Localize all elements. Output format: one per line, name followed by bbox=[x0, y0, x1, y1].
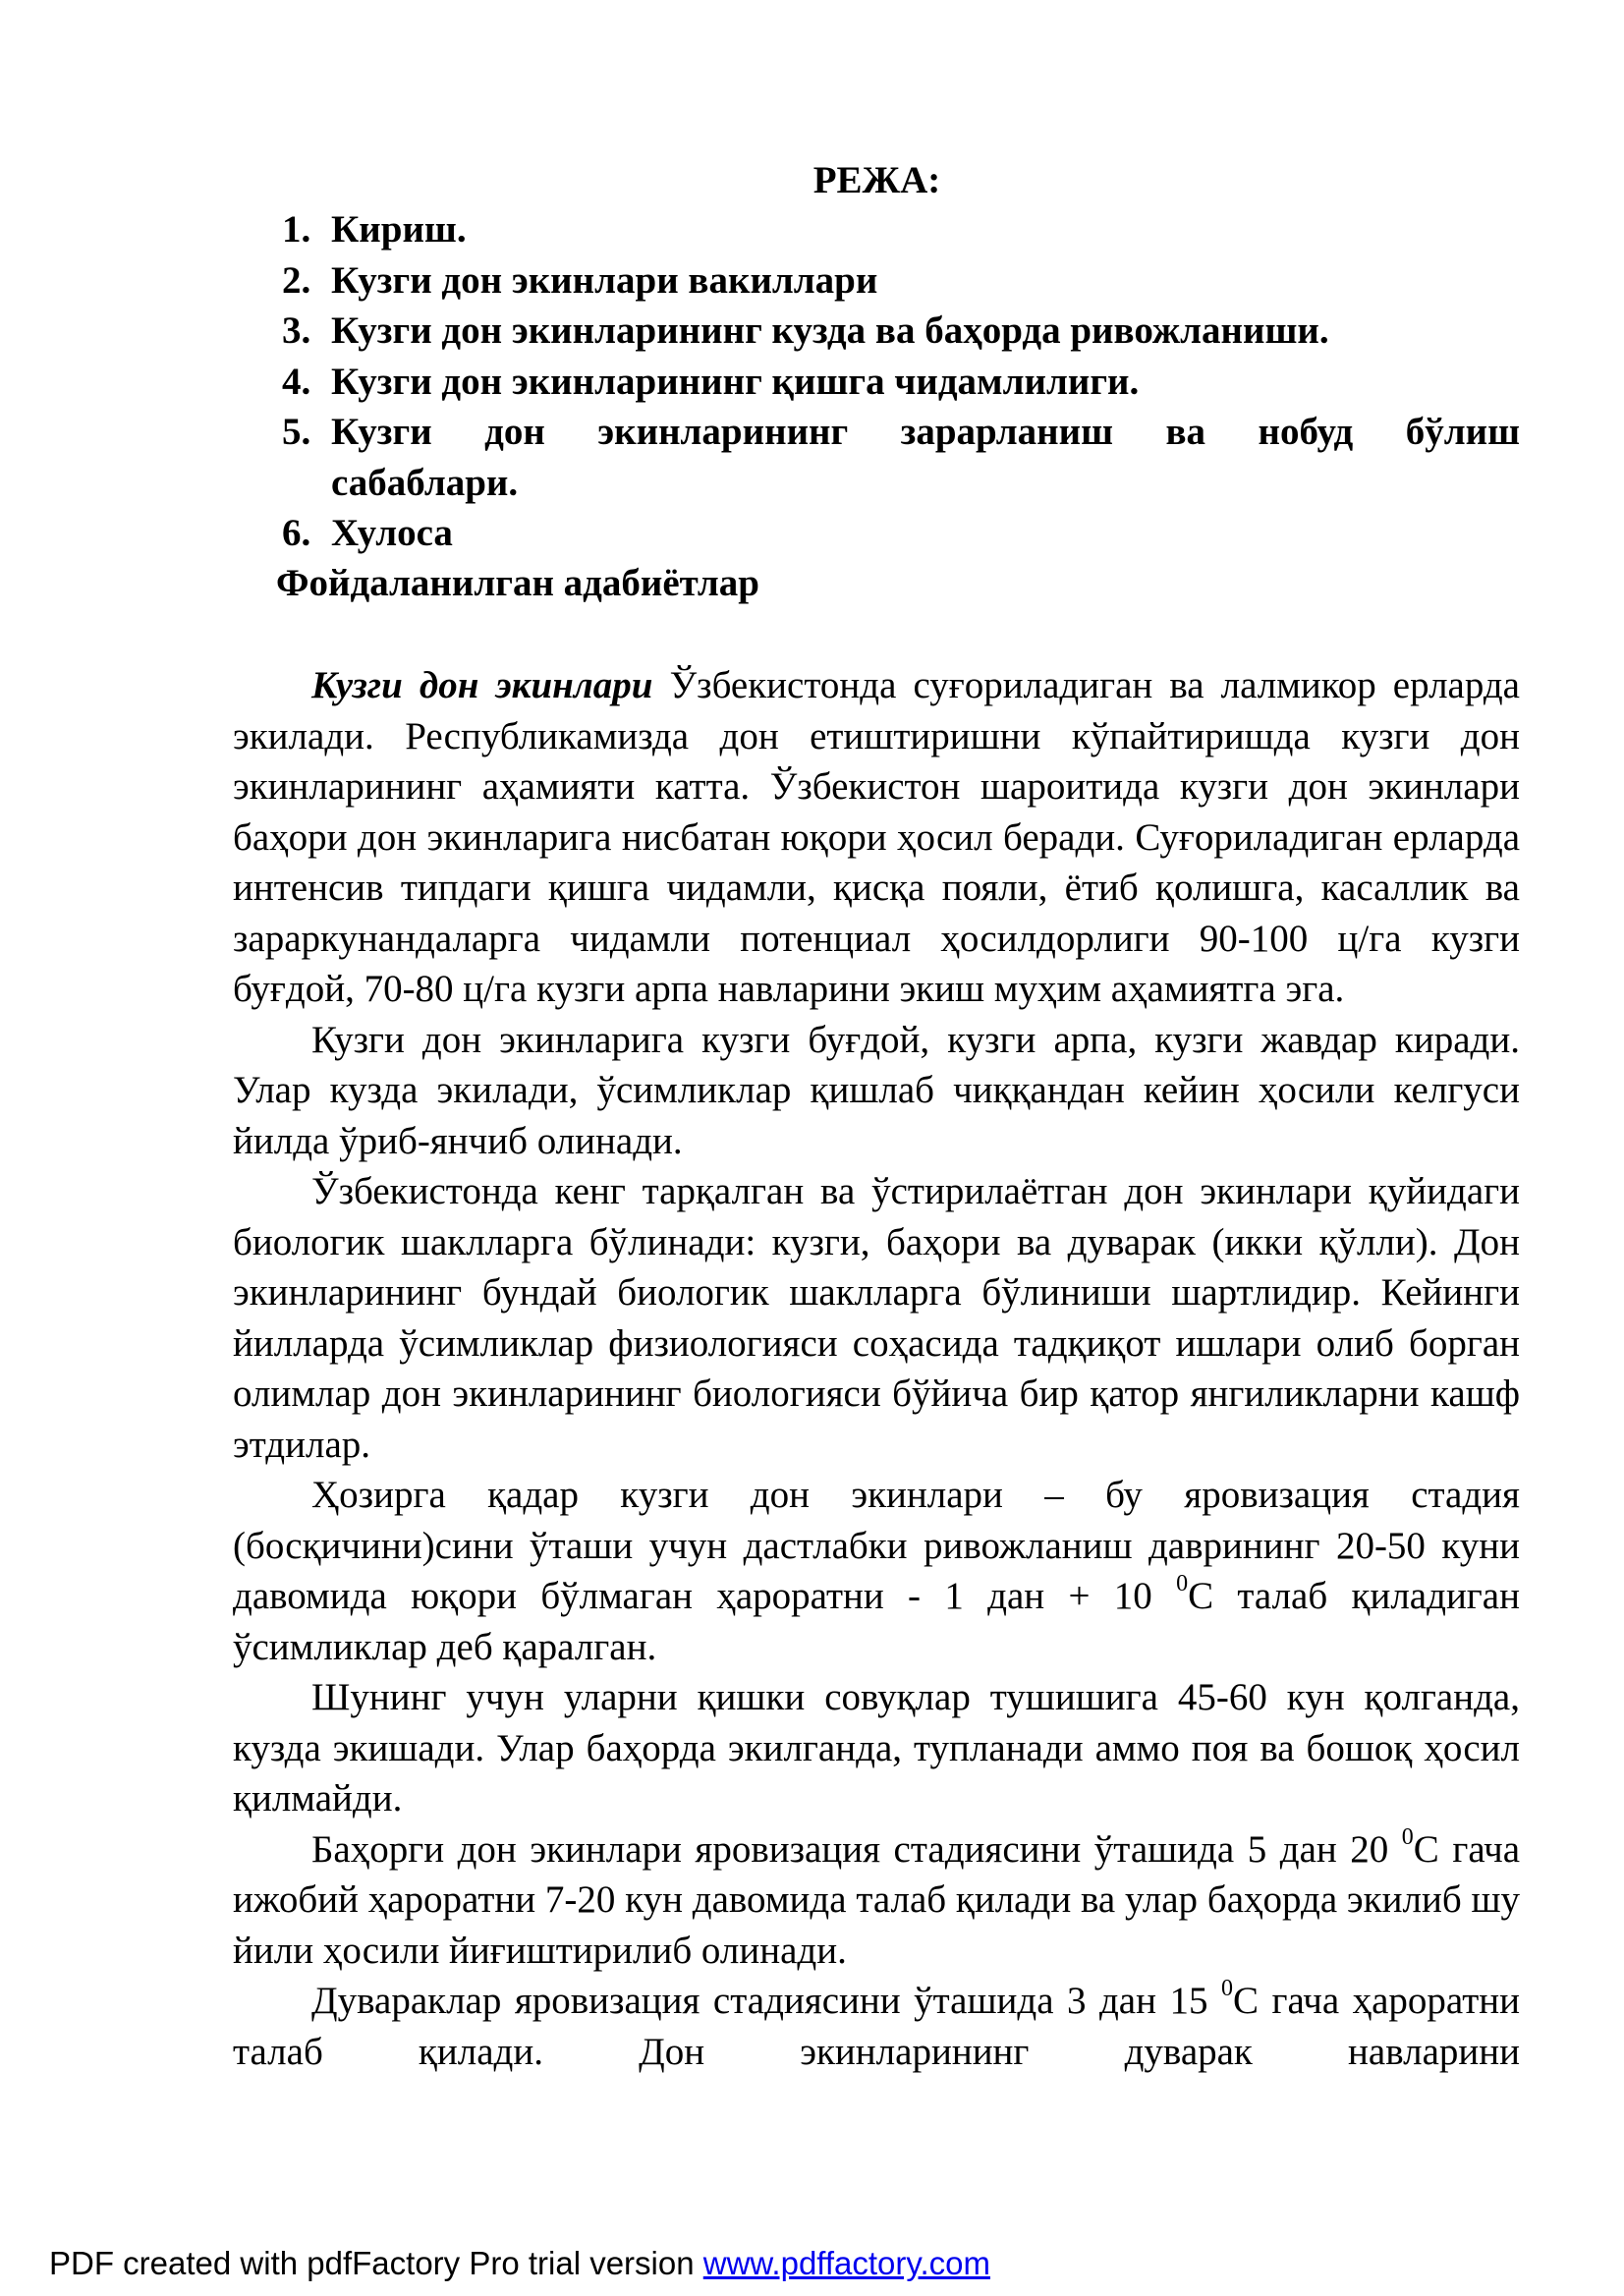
degree-superscript: 0 bbox=[1220, 1976, 1233, 2001]
plan-item-text: Хулоса bbox=[331, 512, 453, 554]
plan-item-text: Кузги дон экинлари вакиллари bbox=[331, 258, 878, 302]
body-text bbox=[233, 660, 1520, 2077]
paragraph-6 bbox=[233, 1824, 1520, 1977]
plan-item-number: 3. bbox=[282, 309, 311, 352]
plan-item bbox=[282, 255, 1520, 307]
plan-item-text: Кузги дон экинларининг қишга чидамлилиги. bbox=[331, 360, 1140, 403]
paragraph-7 bbox=[233, 1976, 1520, 2077]
paragraph-text: С гача ижобий ҳароратни 7-20 кун давомида талаб қилади ва улар баҳорда экилиб шу йили ҳосили йиғиштирилиб олинади. bbox=[233, 1827, 1520, 1972]
footer-text: PDF created with pdfFactory Pro trial version bbox=[49, 2245, 703, 2281]
paragraph-text: Дувараклар яровизация стадиясини ўташида 3 дан 15 bbox=[311, 1980, 1221, 2022]
paragraph-1 bbox=[233, 660, 1520, 1015]
paragraph-text: С гача ҳароратни талаб қилади. Дон экинларининг дуварак навларини bbox=[233, 1980, 1521, 2073]
plan-item-number: 6. bbox=[282, 512, 311, 554]
paragraph-text: Ўзбекистонда суғориладиган ва лалмикор ерларда экилади. Республикамизда дон етиштиришни кўпайтиришда кузги дон экинларининг аҳамияти катта. Ўзбекистон шароитида кузги дон экинлари баҳори дон экинларига нисбатан юқори ҳосил беради. Суғориладиган ерларда интенсив типдаги қишга чидамли, қисқа пояли, ётиб қолишга, касаллик ва зараркунандаларга чидамли потенциал ҳосилдорлиги 90-100 ц/га кузги буғдой, 70-80 ц/га кузги арпа навларини экиш муҳим аҳамиятга эга. bbox=[233, 664, 1520, 1010]
plan-item-text-line1: Кузги дон экинларининг зарарланиш ва нобуд бўлиш bbox=[331, 411, 1520, 453]
paragraph-lead-term: Кузги дон экинлари bbox=[311, 664, 653, 706]
plan-item-text bbox=[331, 407, 1520, 508]
plan-item-text: Кузги дон экинларининг кузда ва баҳорда ривожланиши. bbox=[331, 309, 1329, 352]
paragraph-text: С талаб қиладиган ўсимликлар деб қаралган. bbox=[233, 1575, 1520, 1668]
degree-superscript: 0 bbox=[1401, 1823, 1414, 1850]
plan-item bbox=[282, 508, 1520, 559]
plan-item-number: 4. bbox=[282, 360, 311, 403]
plan-item bbox=[282, 357, 1520, 408]
pdf-footer bbox=[49, 2244, 990, 2283]
references-heading: Фойдаланилган адабиётлар bbox=[276, 562, 759, 604]
plan-title: РЕЖА: bbox=[812, 159, 941, 201]
paragraph-3: Ўзбекистонда кенг тарқалган ва ўстирилаётган дон экинлари қуйидаги биологик шаклларга бўлинади: кузги, баҳори ва дуварак (икки қўлли). Дон экинларининг бундай биологик шаклларга бўлиниши шартлидир. Кейинги йилларда ўсимликлар физиологияси соҳасида тадқиқот ишлари олиб борган олимлар дон экинларининг биологияси бўйича бир қатор янгиликларни кашф этдилар. bbox=[233, 1170, 1520, 1466]
plan-item bbox=[282, 407, 1520, 508]
plan-item bbox=[282, 306, 1520, 357]
plan-item-number: 1. bbox=[282, 208, 311, 251]
plan-item bbox=[282, 204, 1520, 255]
pdffactory-link[interactable]: www.pdffactory.com bbox=[702, 2245, 990, 2281]
paragraph-4 bbox=[233, 1470, 1520, 1672]
paragraph-text: Баҳорги дон экинлари яровизация стадиясини ўташида 5 дан 20 bbox=[311, 1827, 1402, 1871]
plan-item-number: 2. bbox=[282, 258, 311, 302]
paragraph-2: Кузги дон экинларига кузги буғдой, кузги арпа, кузги жавдар киради. Улар кузда экилади, ўсимликлар қишлаб чиққандан кейин ҳосили келгуси йилда ўриб-янчиб олинади. bbox=[233, 1018, 1520, 1162]
paragraph-5: Шунинг учун уларни қишки совуқлар тушишига 45-60 кун қолганда, кузда экишади. Улар баҳорда экилганда, тупланади аммо поя ва бошоқ ҳосил қилмайди. bbox=[233, 1676, 1520, 1820]
plan-list bbox=[282, 204, 1520, 559]
plan-item-text-line2: сабаблари. bbox=[331, 461, 519, 504]
plan-item-number: 5. bbox=[282, 411, 311, 453]
paragraph-text: Ҳозирга қадар кузги дон экинлари – бу яровизация стадия (босқичини)сини ўташи учун дастлабки ривожланиш даврининг 20-50 куни давомида юқори бўлмаган ҳароратни - 1 дан + 10 bbox=[233, 1474, 1520, 1617]
degree-superscript: 0 bbox=[1176, 1571, 1189, 1596]
plan-item-text: Кириш. bbox=[331, 208, 467, 251]
